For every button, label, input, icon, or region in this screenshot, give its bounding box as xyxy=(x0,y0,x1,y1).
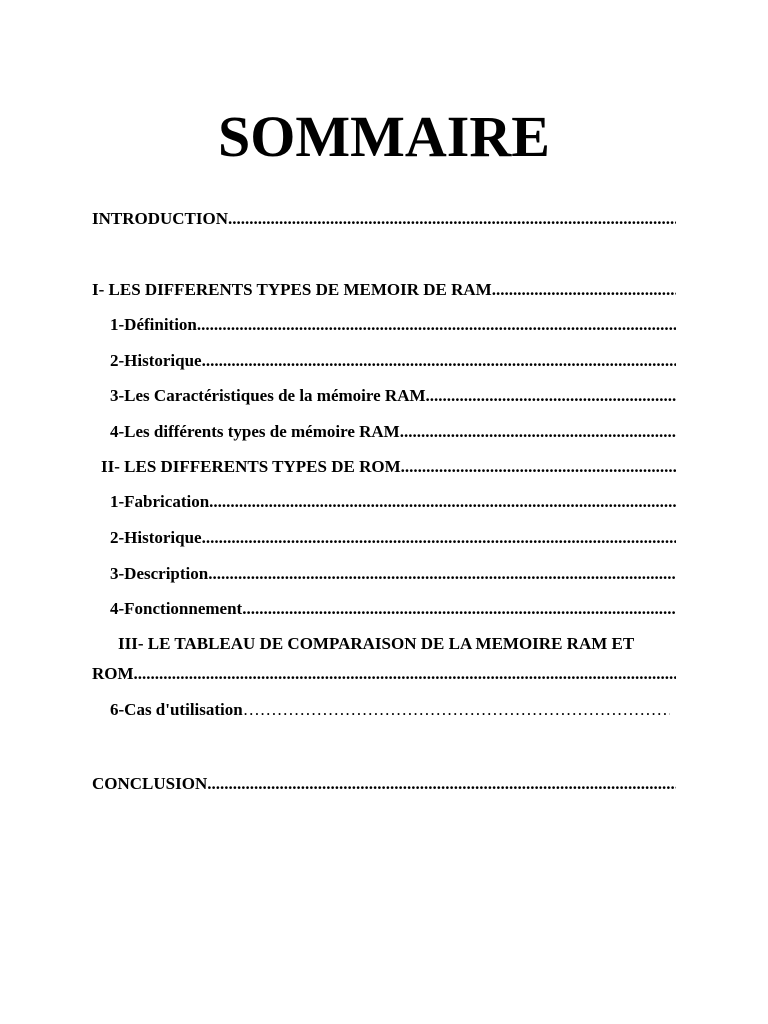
toc-entry-label: 3-Description xyxy=(110,564,209,583)
dot-leader xyxy=(209,492,676,511)
toc-entry-label: 2-Historique xyxy=(110,528,202,547)
toc-entry-s1-item xyxy=(110,421,676,443)
toc-entry-label: 3-Les Caractéristiques de la mémoire RAM xyxy=(110,386,426,405)
toc-entry-label: 6-Cas d'utilisation xyxy=(110,700,243,719)
dot-leader xyxy=(134,664,676,683)
toc-entry-section-3-line1: III- LE TABLEAU DE COMPARAISON DE LA MEMOIRE RAM ET xyxy=(118,634,635,653)
toc-entry-label: 1-Fabrication xyxy=(110,492,210,511)
toc-entry-conclusion xyxy=(92,773,676,795)
dot-leader xyxy=(401,457,676,476)
toc-entry-label: ROM xyxy=(92,664,134,683)
toc-entry-label: INTRODUCTION xyxy=(92,209,229,228)
toc-entry-section-2 xyxy=(101,456,676,478)
dot-leader xyxy=(202,528,676,547)
toc-entry-label: II- LES DIFFERENTS TYPES DE ROM xyxy=(101,457,401,476)
page-title: SOMMAIRE xyxy=(218,104,550,169)
ellipsis-leader xyxy=(243,700,670,719)
dot-leader xyxy=(207,774,676,793)
toc-entry-s2-item xyxy=(110,527,676,549)
dot-leader xyxy=(208,564,676,583)
dot-leader xyxy=(242,599,676,618)
dot-leader xyxy=(426,386,676,405)
toc-entry-s1-item xyxy=(110,385,676,407)
toc-entry-section-1 xyxy=(92,279,676,301)
toc-entry-s2-item xyxy=(110,491,676,513)
toc-entry-section-3-line2 xyxy=(92,663,676,685)
toc-entry-s1-item xyxy=(110,350,676,372)
dot-leader xyxy=(197,315,676,334)
dot-leader xyxy=(400,422,676,441)
toc-entry-label: 4-Les différents types de mémoire RAM xyxy=(110,422,400,441)
dot-leader xyxy=(492,280,676,299)
toc-entry-label: 2-Historique xyxy=(110,351,202,370)
toc-entry-label: CONCLUSION xyxy=(92,774,208,793)
toc-entry-s2-item xyxy=(110,563,676,585)
toc-entry-usage xyxy=(110,699,670,721)
dot-leader xyxy=(202,351,676,370)
toc-entry-s1-item xyxy=(110,314,676,336)
toc-entry-label: 4-Fonctionnement xyxy=(110,599,243,618)
toc-entry-label: 1-Définition xyxy=(110,315,197,334)
dot-leader xyxy=(228,209,676,228)
toc-entry-label: I- LES DIFFERENTS TYPES DE MEMOIR DE RAM xyxy=(92,280,492,299)
toc-entry-s2-item xyxy=(110,598,676,620)
toc-entry-introduction xyxy=(92,208,676,230)
